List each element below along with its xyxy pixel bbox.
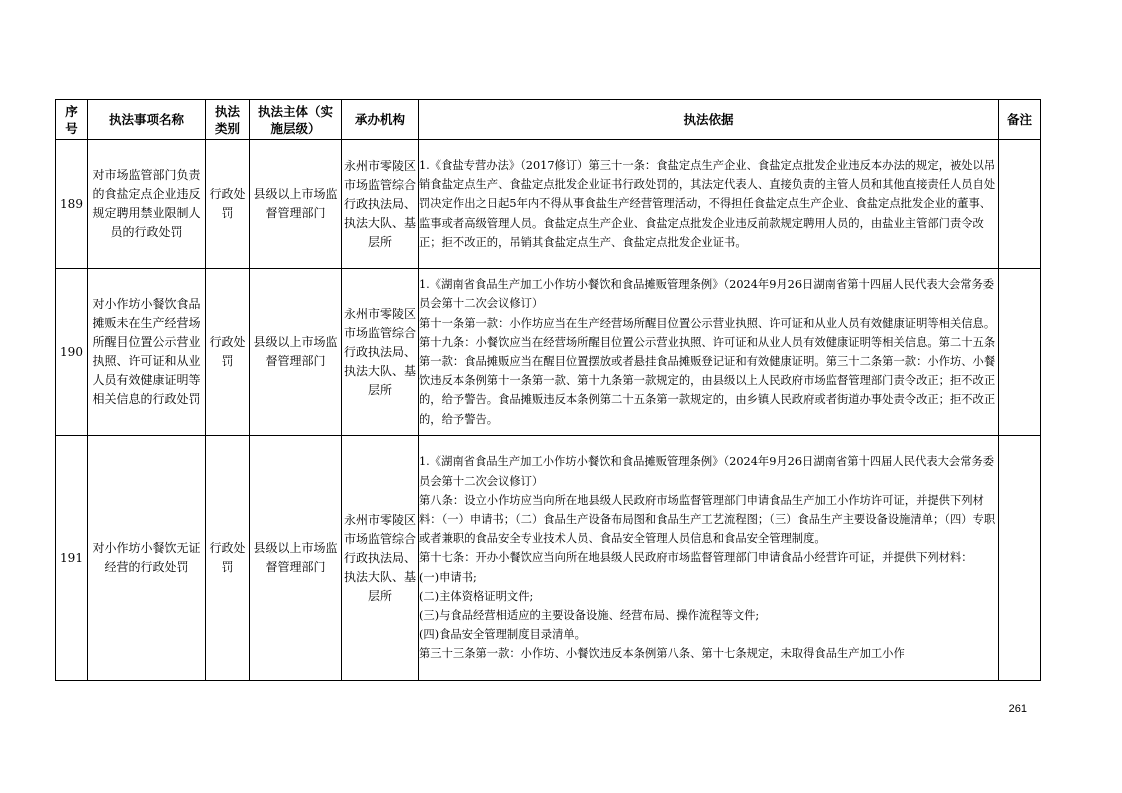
enforcement-subject: 县级以上市场监督管理部门 bbox=[250, 140, 342, 269]
basis-paragraph: (一)申请书; bbox=[419, 570, 477, 584]
enforcement-category: 行政处罚 bbox=[206, 140, 250, 269]
header-subject: 执法主体（实施层级） bbox=[250, 100, 342, 140]
basis-paragraph: 第十七条：开办小餐饮应当向所在地县级人民政府市场监督管理部门申请食品小经营许可证，并提供下列材料： bbox=[419, 551, 973, 565]
row-number: 190 bbox=[56, 269, 88, 436]
basis-paragraph: (二)主体资格证明文件; bbox=[419, 589, 534, 603]
handling-org: 永州市零陵区市场监管综合行政执法局、执法大队、基层所 bbox=[342, 269, 419, 436]
basis-paragraph: 1.《湖南省食品生产加工小作坊小餐饮和食品摊贩管理条例》（2024年9月26日湖南省第十四届人民代表大会常务委员会第十二次会议修订） bbox=[419, 278, 995, 311]
handling-org: 永州市零陵区市场监管综合行政执法局、执法大队、基层所 bbox=[342, 436, 419, 681]
basis-paragraph: (三)与食品经营相适应的主要设备设施、经营布局、操作流程等文件; bbox=[419, 609, 760, 622]
remark-cell bbox=[999, 436, 1041, 681]
remark-cell bbox=[999, 140, 1041, 269]
enforcement-category: 行政处罚 bbox=[206, 436, 250, 681]
enforcement-table bbox=[55, 99, 1041, 681]
enforcement-subject: 县级以上市场监督管理部门 bbox=[250, 436, 342, 681]
remark-cell bbox=[999, 269, 1041, 436]
enforcement-subject: 县级以上市场监督管理部门 bbox=[250, 269, 342, 436]
item-name: 对市场监管部门负责的食盐定点企业违反规定聘用禁业限制人员的行政处罚 bbox=[88, 140, 206, 269]
basis-paragraph: 第八条：设立小作坊应当向所在地县级人民政府市场监督管理部门申请食品生产加工小作坊许可证，并提供下列材料：（一）申请书；（二）食品生产设备布局图和食品生产工艺流程图；（三）食品生产主要设备设施清单；（四）专职或者兼职的食品安全专业技术人员、食品安全管理人员信息和食品安全管理制度。 bbox=[419, 493, 996, 546]
legal-basis bbox=[419, 436, 999, 681]
item-name: 对小作坊小餐饮无证经营的行政处罚 bbox=[88, 436, 206, 681]
basis-paragraph: (四)食品安全管理制度目录清单。 bbox=[419, 628, 586, 642]
header-remark: 备注 bbox=[999, 100, 1041, 140]
row-number: 191 bbox=[56, 436, 88, 681]
table-row bbox=[56, 140, 1041, 269]
handling-org: 永州市零陵区市场监管综合行政执法局、执法大队、基层所 bbox=[342, 140, 419, 269]
basis-paragraph: 第十一条第一款：小作坊应当在生产经营场所醒目位置公示营业执照、许可证和从业人员有效健康证明等相关信息。第十九条：小餐饮应当在经营场所醒目位置公示营业执照、许可证和从业人员有效健康证明等相关信息。第二十五条第一款：食品摊贩应当在醒目位置摆放或者悬挂食品摊贩登记证和有效健康证明。第三十二条第一款：小作坊、小餐饮违反本条例第十一条第一款、第十九条第一款规定的，由县级以上人民政府市场监督管理部门责令改正；拒不改正的，给予警告。食品摊贩违反本条例第二十五条第一款规定的，由乡镇人民政府或者街道办事处责令改正；拒不改正的，给予警告。 bbox=[419, 316, 996, 426]
header-no: 序号 bbox=[56, 100, 88, 140]
basis-paragraph: 1.《食盐专营办法》（2017修订）第三十一条：食盐定点生产企业、食盐定点批发企业违反本办法的规定，被处以吊销食盐定点生产、食盐定点批发企业证书行政处罚的，其法定代表人、直接负责的主管人员和其他直接责任人员自处罚决定作出之日起5年内不得从事食盐生产经营管理活动，不得担任食盐定点生产企业、食盐定点批发企业的董事、监事或者高级管理人员。食盐定点生产企业、食盐定点批发企业违反前款规定聘用人员的，由盐业主管部门责令改正；拒不改正的，吊销其食盐定点生产、食盐定点批发企业证书。 bbox=[419, 158, 996, 249]
table-row bbox=[56, 436, 1041, 681]
basis-paragraph: 第三十三条第一款：小作坊、小餐饮违反本条例第八条、第十七条规定，未取得食品生产加工小作 bbox=[419, 647, 905, 661]
enforcement-category: 行政处罚 bbox=[206, 269, 250, 436]
header-basis: 执法依据 bbox=[419, 100, 999, 140]
basis-paragraph: 1.《湖南省食品生产加工小作坊小餐饮和食品摊贩管理条例》（2024年9月26日湖南省第十四届人民代表大会常务委员会第十二次会议修订） bbox=[419, 455, 995, 488]
table-row bbox=[56, 269, 1041, 436]
header-category: 执法类别 bbox=[206, 100, 250, 140]
row-number: 189 bbox=[56, 140, 88, 269]
page-number: 261 bbox=[1008, 703, 1027, 715]
item-name: 对小作坊小餐饮食品摊贩未在生产经营场所醒目位置公示营业执照、许可证和从业人员有效健康证明等相关信息的行政处罚 bbox=[88, 269, 206, 436]
header-name: 执法事项名称 bbox=[88, 100, 206, 140]
legal-basis bbox=[419, 140, 999, 269]
table-header-row bbox=[56, 100, 1041, 140]
legal-basis bbox=[419, 269, 999, 436]
header-org: 承办机构 bbox=[342, 100, 419, 140]
